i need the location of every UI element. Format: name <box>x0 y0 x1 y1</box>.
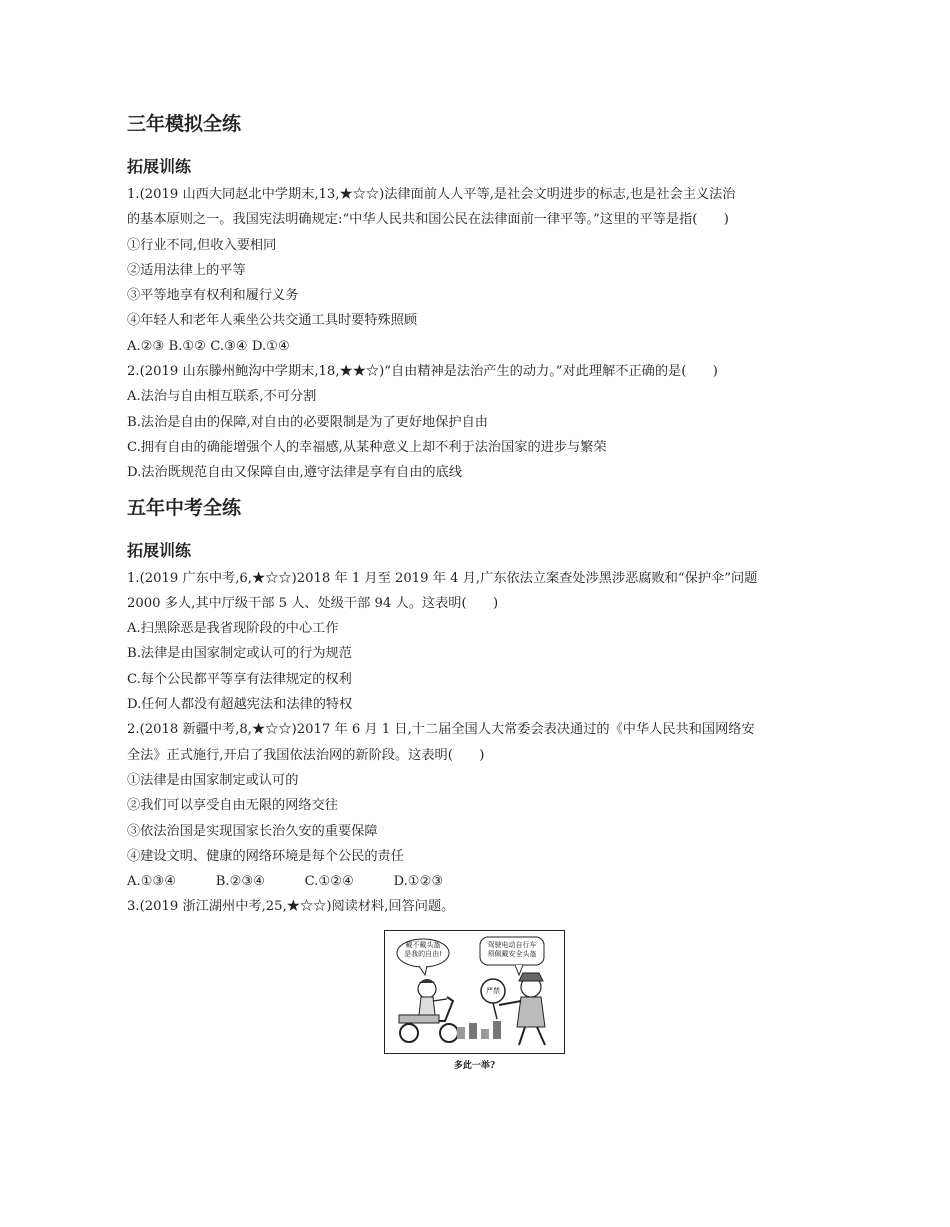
text-line: C.每个公民都平等享有法律规定的权利 <box>127 671 352 687</box>
text-line: A.①③④ B.②③④ C.①②④ D.①②③ <box>127 874 444 890</box>
text-line: 2000 多人,其中厅级干部 5 人、处级干部 94 人。这表明( ) <box>127 595 499 611</box>
document-page <box>127 108 837 1071</box>
text-line: D.任何人都没有超越宪法和法律的特权 <box>127 697 353 713</box>
text-line: 2.(2018 新疆中考,8,★☆☆)2017 年 6 月 1 日,十二届全国人大常委会表决通过的《中华人民共和国网络安 <box>127 722 755 738</box>
text-line: ①法律是由国家制定或认可的 <box>127 772 299 788</box>
text-line: 的基本原则之一。我国宪法明确规定:“中华人民共和国公民在法律面前一律平等。”这里的平等是指( ) <box>127 212 729 228</box>
section-title: 五年中考全练 <box>127 496 242 519</box>
question-block <box>127 566 837 920</box>
text-line: A.②③ B.①② C.③④ D.①④ <box>127 338 290 354</box>
speech-bubble-officer: 驾驶电动自行车 须佩戴安全头盔 <box>487 940 537 958</box>
text-line: D.法治既规范自由又保障自由,遵守法律是享有自由的底线 <box>127 465 462 481</box>
question-block <box>127 182 837 486</box>
text-line: B.法律是由国家制定或认可的行为规范 <box>127 646 352 662</box>
text-line: A.扫黑除恶是我省现阶段的中心工作 <box>127 621 339 637</box>
cartoon-illustration <box>384 930 565 1054</box>
text-line: 1.(2019 广东中考,6,★☆☆)2018 年 1 月至 2019 年 4 月,广东依法立案查处涉黑涉恶腐败和“保护伞”问题 <box>127 570 758 586</box>
sign-text: 严禁 <box>486 986 500 995</box>
section-three-year <box>127 108 837 486</box>
text-line: 1.(2019 山西大同赵北中学期末,13,★☆☆)法律面前人人平等,是社会文明进步的标志,也是社会主义法治 <box>127 187 736 202</box>
text-line: ③平等地享有权利和履行义务 <box>127 288 299 304</box>
speech-bubble-rider: 戴不戴头盔 是我的自由! <box>404 940 442 958</box>
text-line: ②适用法律上的平等 <box>127 262 246 278</box>
figure-caption: 多此一举? <box>453 1060 496 1071</box>
text-line: ③依法治国是实现国家长治久安的重要保障 <box>127 823 378 839</box>
cartoon-figure <box>384 930 565 1071</box>
text-line: ④年轻人和老年人乘坐公共交通工具时要特殊照顾 <box>127 313 418 329</box>
text-line: 全法》正式施行,开启了我国依法治网的新阶段。这表明( ) <box>127 747 485 763</box>
text-line: 3.(2019 浙江湖州中考,25,★☆☆)阅读材料,回答问题。 <box>127 899 455 915</box>
text-line: A.法治与自由相互联系,不可分割 <box>127 389 317 405</box>
text-line: 2.(2019 山东滕州鲍沟中学期末,18,★★☆)“自由精神是法治产生的动力。”对此理解不正确的是( ) <box>127 364 718 380</box>
text-line: C.拥有自由的确能增强个人的幸福感,从某种意义上却不利于法治国家的进步与繁荣 <box>127 439 607 455</box>
section-subtitle: 拓展训练 <box>127 540 192 560</box>
section-title: 三年模拟全练 <box>127 113 242 135</box>
text-line: B.法治是自由的保障,对自由的必要限制是为了更好地保护自由 <box>127 414 488 430</box>
text-line: ④建设文明、健康的网络环境是每个公民的责任 <box>127 848 404 864</box>
section-subtitle: 拓展训练 <box>127 157 192 176</box>
section-five-year <box>127 492 837 920</box>
text-line: ②我们可以享受自由无限的网络交往 <box>127 798 338 814</box>
text-line: ①行业不同,但收入要相同 <box>127 237 277 253</box>
